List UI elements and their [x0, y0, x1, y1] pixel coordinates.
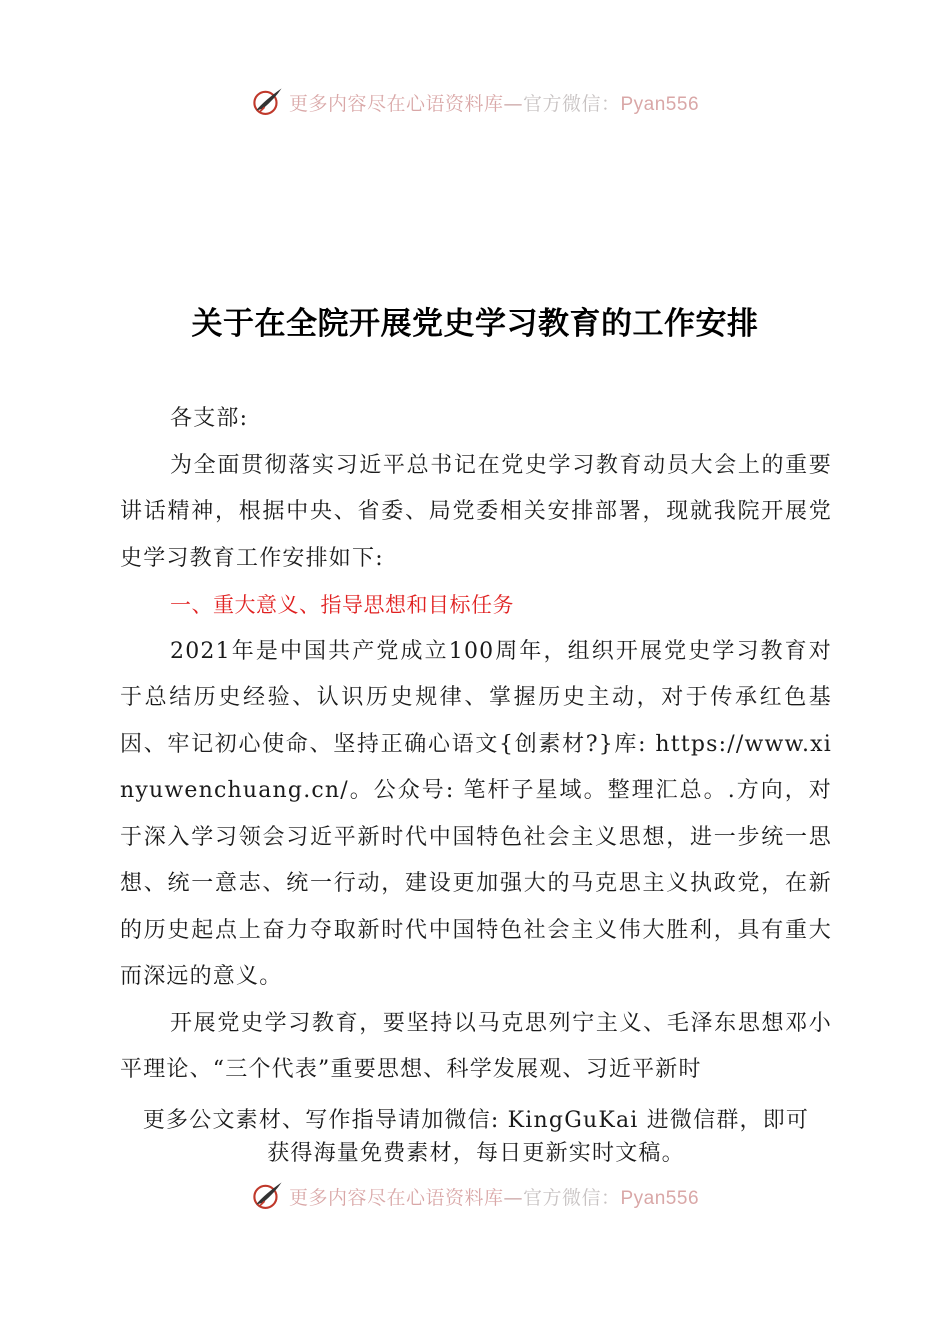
- watermark-text: 更多内容尽在心语资料库: [288, 92, 504, 115]
- body-paragraph: 2021年是中国共产党成立100周年，组织开展党史学习教育对于总结历史经验、认识历史规律、掌握历史主动，对于传承红色基因、牢记初心使命、坚持正确心语文{创素材?}库: https://www.xinyuwenchuang.cn/。公众号: 笔杆子星域。整理汇总。.方向，对于深入学习领会习近平新时代中国特色社会主义思想，进一步统一思想、统一意志、统一行动，建设更加强大的马克思主义执政党，在新的历史起点上奋力夺取新时代中国特色社会主义伟大胜利，具有重大而深远的意义。: [120, 638, 832, 989]
- intro-paragraph: 为全面贯彻落实习近平总书记在党史学习教育动员大会上的重要讲话精神，根据中央、省委、局党委相关安排部署，现就我院开展党史学习教育工作安排如下:: [120, 452, 832, 571]
- footer-watermark: [0, 1176, 950, 1216]
- document-title: 关于在全院开展党史学习教育的工作安排: [191, 306, 759, 342]
- watermark-official-label: 官方微信：: [522, 92, 621, 115]
- watermark-official-label: 官方微信：: [522, 1186, 621, 1209]
- footer-note-line: 获得海量免费素材，每日更新实时文稿。: [267, 1141, 685, 1166]
- salutation: 各支部:: [170, 406, 249, 431]
- document-body: [120, 396, 832, 1094]
- footer-note: [120, 1104, 832, 1170]
- watermark-wechat-id: Pyan556: [620, 1187, 700, 1209]
- watermark-wechat-id: Pyan556: [620, 93, 700, 115]
- footer-note-line: 更多公文素材、写作指导请加微信: KingGuKai 进微信群，即可: [142, 1108, 810, 1133]
- section-heading: 一、重大意义、指导思想和目标任务: [170, 593, 514, 617]
- header-watermark: [0, 82, 950, 122]
- watermark-dash: —: [503, 1186, 523, 1209]
- quill-logo-icon: [251, 1179, 285, 1213]
- body-paragraph: 开展党史学习教育，要坚持以马克思列宁主义、毛泽东思想邓小平理论、“三个代表”重要思想、科学发展观、习近平新时: [120, 1010, 832, 1082]
- watermark-text: 更多内容尽在心语资料库: [288, 1186, 504, 1209]
- watermark-dash: —: [503, 92, 523, 115]
- quill-logo-icon: [251, 85, 285, 119]
